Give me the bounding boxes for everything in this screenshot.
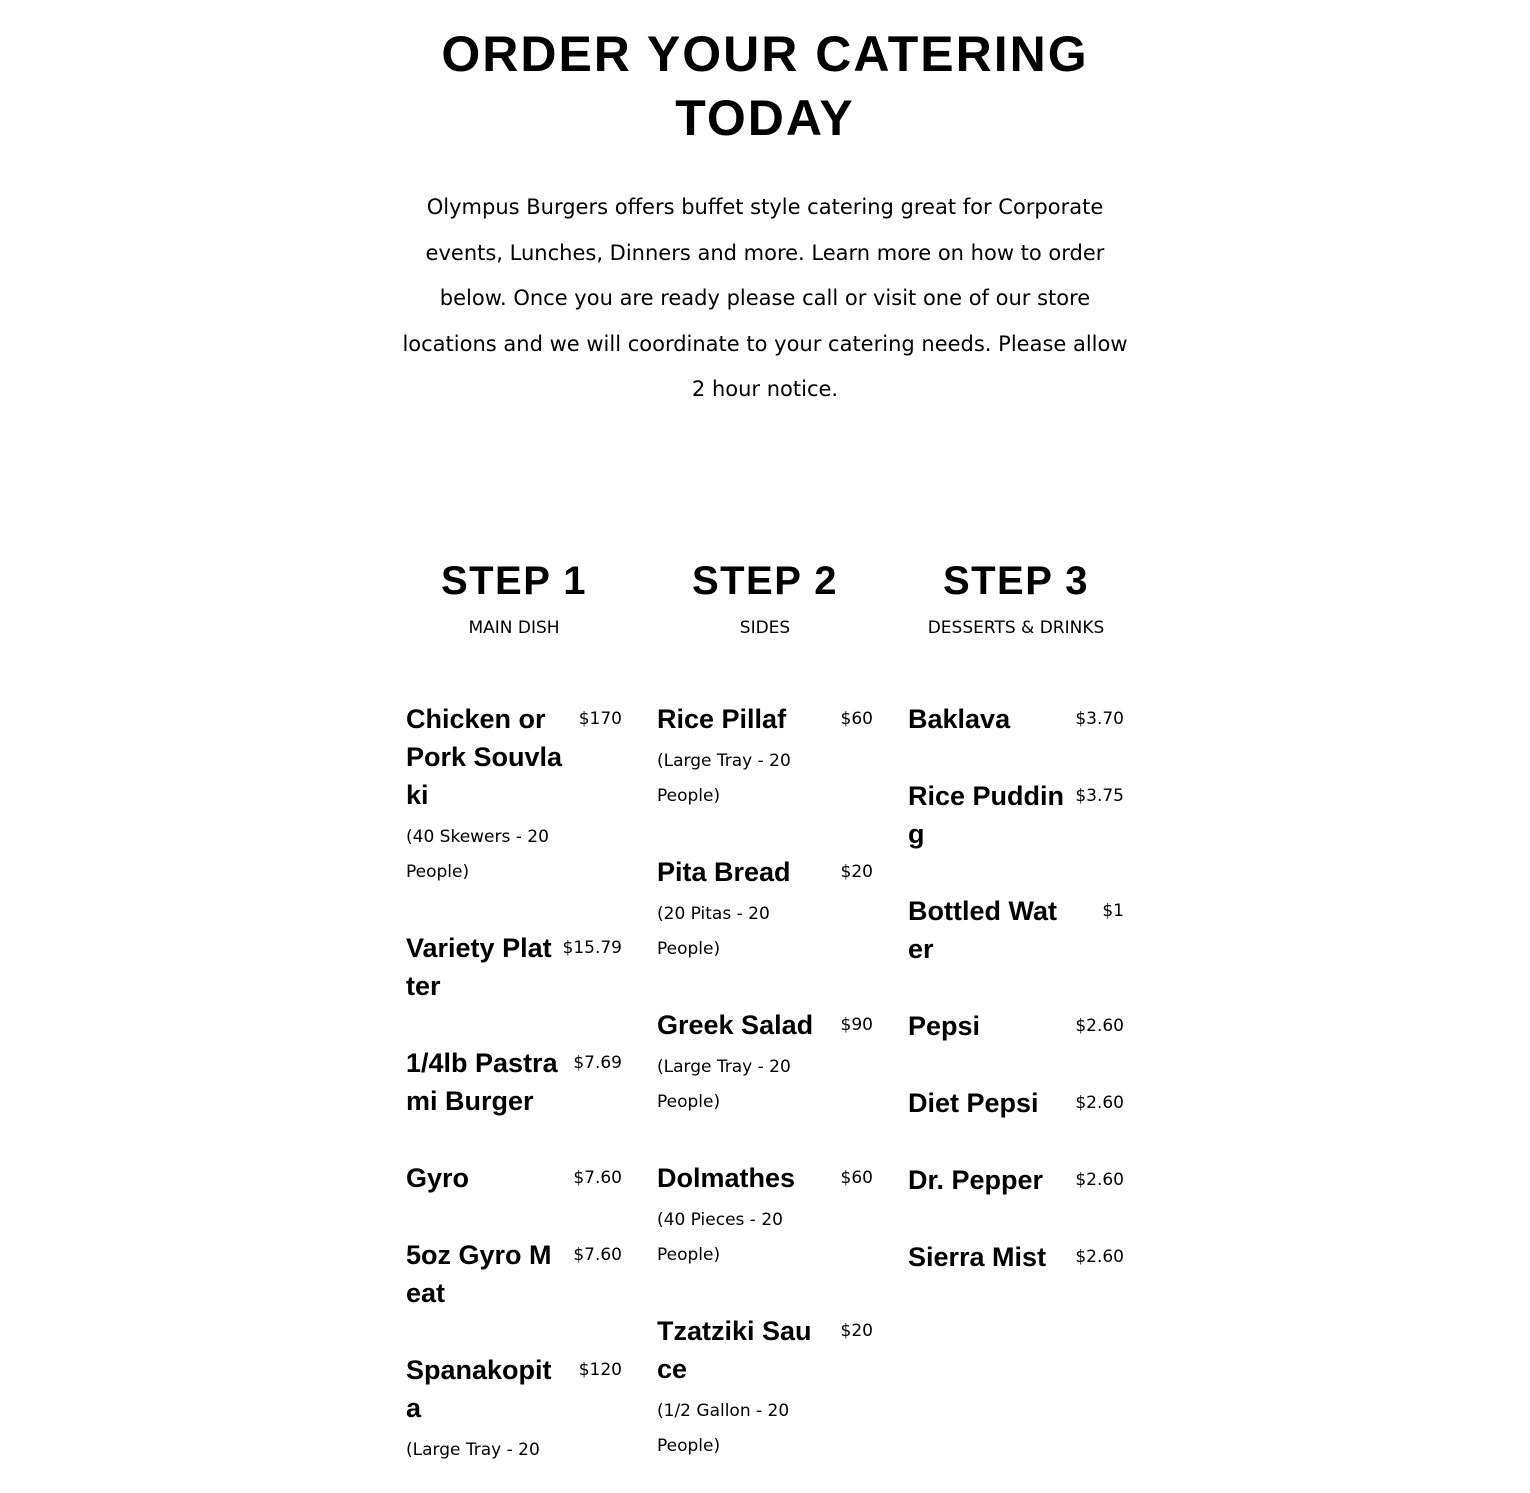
menu-item	[657, 1159, 873, 1273]
step-1-column	[406, 555, 622, 1493]
menu-item	[406, 1159, 622, 1197]
menu-item-name: Tzatziki Sauce	[657, 1316, 812, 1384]
menu-item	[406, 1351, 622, 1468]
step-3-column	[908, 555, 1124, 1493]
menu-item-price: $7.60	[573, 1245, 622, 1265]
menu-item	[908, 1007, 1124, 1045]
step-title: STEP 1	[440, 559, 588, 603]
menu-item-name: Sierra Mist	[908, 1242, 1047, 1272]
menu-item-description: (20 Pitas - 20 People)	[657, 904, 770, 959]
menu-item-name: Rice Pudding	[908, 781, 1065, 849]
menu-item-name: Pita Bread	[657, 857, 791, 887]
menu-item-description: (40 Skewers - 20 People)	[406, 827, 549, 882]
menu-item	[908, 1084, 1124, 1122]
menu-item-price: $2.60	[1075, 1170, 1124, 1190]
menu-item-name: Gyro	[406, 1163, 470, 1193]
menu-item	[406, 1044, 622, 1120]
menu-item-name: 1/4lb Pastrami Burger	[406, 1048, 558, 1116]
menu-item-name: Baklava	[908, 704, 1011, 734]
menu-item-name: Dolmathes	[657, 1163, 796, 1193]
menu-item-price: $1	[1102, 901, 1124, 921]
menu-item-description: (1/2 Gallon - 20 People)	[657, 1401, 790, 1456]
step-subtitle: SIDES	[739, 618, 791, 638]
menu-item	[406, 700, 622, 890]
menu-item-name: 5oz Gyro Meat	[406, 1240, 552, 1308]
page-title: ORDER YOUR CATERING TODAY	[441, 26, 1089, 146]
menu-item-name: Spanakopita	[406, 1355, 552, 1423]
menu-item-price: $2.60	[1075, 1247, 1124, 1267]
menu-item-price: $120	[578, 1360, 622, 1380]
menu-item-price: $3.75	[1075, 786, 1124, 806]
step-subtitle: DESSERTS & DRINKS	[927, 618, 1105, 638]
step-title: STEP 3	[942, 559, 1090, 603]
step-header	[657, 555, 873, 700]
menu-item-name: Rice Pillaf	[657, 704, 787, 734]
menu-item	[657, 1006, 873, 1120]
menu-item-name: Bottled Water	[908, 896, 1057, 964]
menu-item-price: $2.60	[1075, 1093, 1124, 1113]
menu-item-name: Pepsi	[908, 1011, 981, 1041]
step-title: STEP 2	[691, 559, 839, 603]
menu-item-price: $20	[840, 862, 873, 882]
menu-item-name: Diet Pepsi	[908, 1088, 1039, 1118]
menu-item-name: Dr. Pepper	[908, 1165, 1044, 1195]
menu-item-description: (Large Tray - 20	[406, 1440, 540, 1460]
menu-item	[657, 1312, 873, 1464]
step-header	[406, 555, 622, 700]
menu-item-price: $7.60	[573, 1168, 622, 1188]
menu-item-price: $15.79	[562, 938, 622, 958]
menu-item-price: $7.69	[573, 1053, 622, 1073]
menu-item-name: Chicken or Pork Souvlaki	[406, 704, 563, 810]
step-subtitle: MAIN DISH	[468, 618, 560, 638]
menu-item-price: $20	[840, 1321, 873, 1341]
menu-item-price: $60	[840, 1168, 873, 1188]
step-2-column	[657, 555, 873, 1493]
menu-item	[908, 1238, 1124, 1276]
menu-item-price: $60	[840, 709, 873, 729]
menu-item	[406, 1236, 622, 1312]
menu-item	[657, 853, 873, 967]
menu-item-price: $90	[840, 1015, 873, 1035]
menu-item-price: $3.70	[1075, 709, 1124, 729]
menu-item-description: (Large Tray - 20 People)	[657, 1057, 791, 1112]
menu-item-description: (40 Pieces - 20 People)	[657, 1210, 783, 1265]
menu-item-price: $170	[578, 709, 622, 729]
menu-item	[908, 1161, 1124, 1199]
menu-item-name: Variety Platter	[406, 933, 552, 1001]
menu-item	[406, 929, 622, 1005]
menu-item	[908, 777, 1124, 853]
step-header	[908, 555, 1124, 700]
menu-item	[908, 700, 1124, 738]
menu-item-price: $2.60	[1075, 1016, 1124, 1036]
menu-item-description: (Large Tray - 20 People)	[657, 751, 791, 806]
menu-item-name: Greek Salad	[657, 1010, 814, 1040]
intro-text: Olympus Burgers offers buffet style catering great for Corporate events, Lunches, Dinners and more. Learn more on how to order below. Once you are ready please call or visit one of our store locations and we will coordinate to your catering needs. Please allow 2 hour notice.	[402, 195, 1128, 401]
menu-item	[908, 892, 1124, 968]
steps-grid	[406, 555, 1124, 1493]
menu-item	[657, 700, 873, 814]
